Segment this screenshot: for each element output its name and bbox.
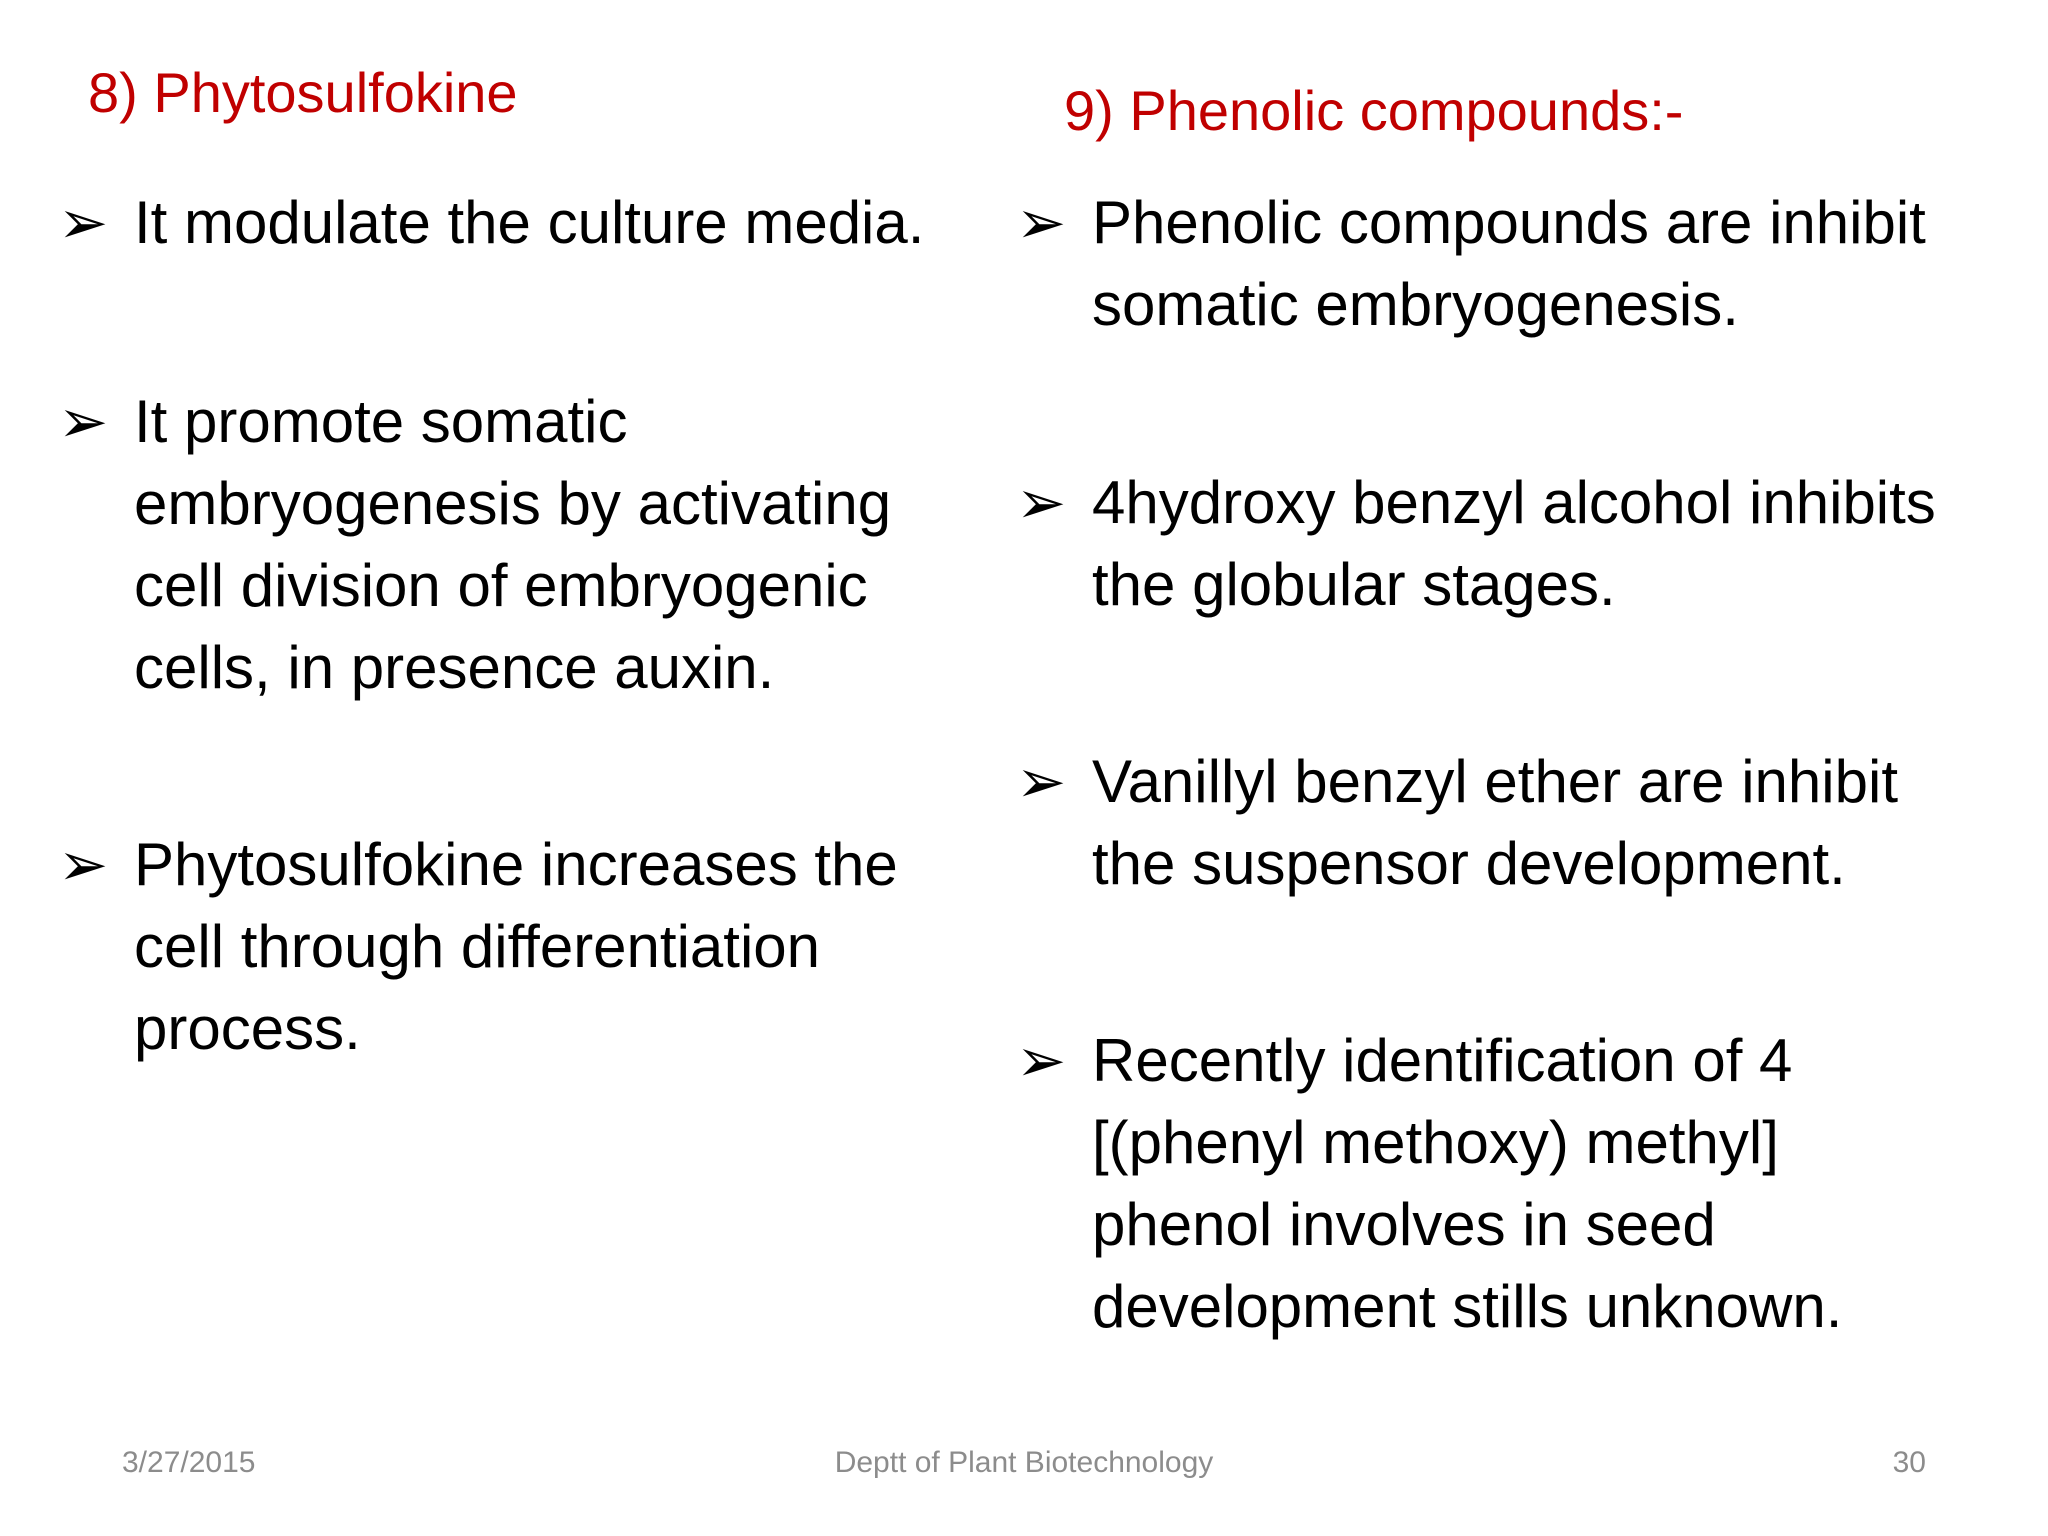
bullet-text-line: embryogenesis by activating: [134, 470, 892, 537]
bullet-text: [1092, 1020, 1842, 1348]
bullet-text-line: the globular stages.: [1092, 551, 1616, 618]
footer-page-number: 30: [1892, 1446, 1926, 1479]
bullet-text-line: Vanillyl benzyl ether are inhibit: [1092, 748, 1898, 815]
bullet-text-line: process.: [134, 995, 361, 1062]
left-bullet-item: [58, 381, 891, 709]
arrow-bullet-icon: ➢: [1016, 468, 1067, 538]
bullet-text: [134, 182, 924, 264]
right-heading: 9) Phenolic compounds:-: [1064, 79, 1684, 142]
bullet-text-line: cell through differentiation: [134, 913, 821, 980]
left-bullet-item: [58, 182, 924, 264]
bullet-text-line: It modulate the culture media.: [134, 189, 925, 256]
bullet-text: [1092, 741, 1898, 905]
bullet-text-line: It promote somatic: [134, 388, 628, 455]
right-bullet-item: [1016, 182, 1926, 346]
arrow-bullet-icon: ➢: [1016, 747, 1067, 817]
arrow-bullet-icon: ➢: [1016, 188, 1067, 258]
bullet-text-line: Phenolic compounds are inhibit: [1092, 189, 1926, 256]
bullet-text: [134, 381, 891, 709]
bullet-text: [134, 824, 898, 1070]
bullet-text: [1092, 462, 1936, 626]
bullet-text-line: phenol involves in seed: [1092, 1191, 1716, 1258]
right-bullet-item: [1016, 741, 1898, 905]
footer-department: Deptt of Plant Biotechnology: [834, 1446, 1214, 1479]
bullet-text-line: cell division of embryogenic: [134, 552, 868, 619]
bullet-text-line: somatic embryogenesis.: [1092, 271, 1739, 338]
right-bullet-item: [1016, 462, 1936, 626]
bullet-text-line: development stills unknown.: [1092, 1273, 1843, 1340]
left-heading: 8) Phytosulfokine: [88, 61, 518, 124]
arrow-bullet-icon: ➢: [58, 830, 109, 900]
left-bullet-item: [58, 824, 898, 1070]
bullet-text-line: the suspensor development.: [1092, 830, 1846, 897]
bullet-text: [1092, 182, 1926, 346]
bullet-text-line: 4hydroxy benzyl alcohol inhibits: [1092, 469, 1936, 536]
arrow-bullet-icon: ➢: [58, 188, 109, 258]
right-bullet-item: [1016, 1020, 1842, 1348]
bullet-text-line: cells, in presence auxin.: [134, 634, 775, 701]
arrow-bullet-icon: ➢: [1016, 1026, 1067, 1096]
bullet-text-line: [(phenyl methoxy) methyl]: [1092, 1109, 1779, 1176]
arrow-bullet-icon: ➢: [58, 387, 109, 457]
footer-date: 3/27/2015: [122, 1446, 256, 1479]
bullet-text-line: Recently identification of 4: [1092, 1027, 1793, 1094]
bullet-text-line: Phytosulfokine increases the: [134, 831, 898, 898]
